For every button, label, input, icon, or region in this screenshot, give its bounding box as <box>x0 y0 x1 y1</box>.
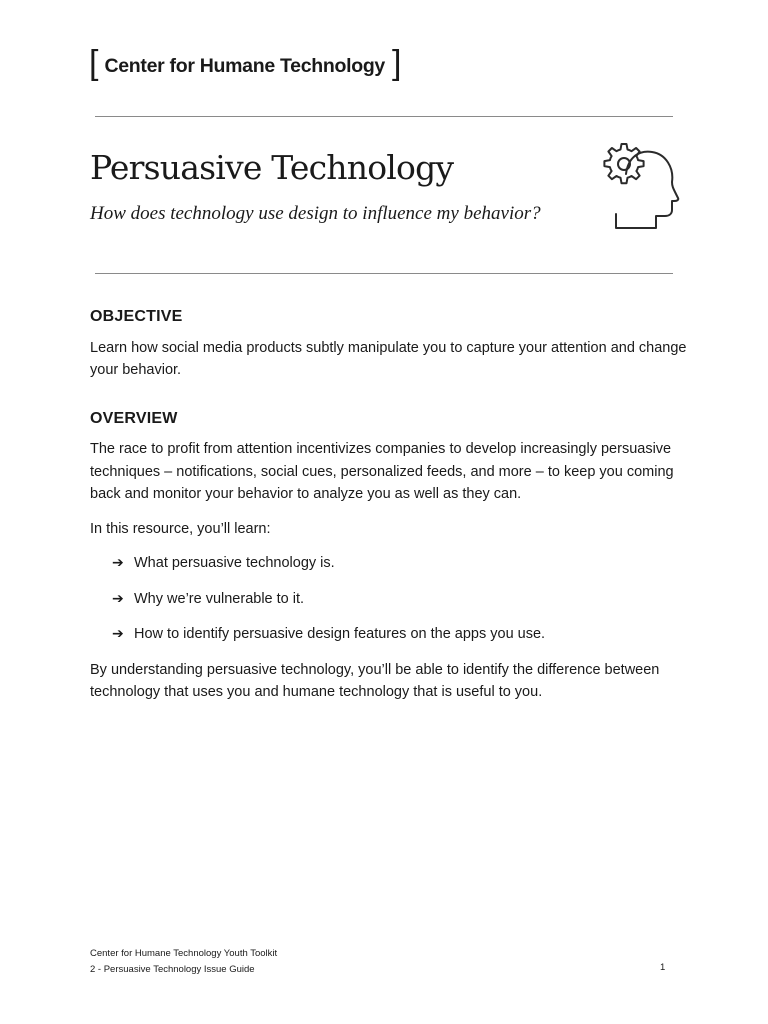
closing-paragraph: By understanding persuasive technology, you’ll be able to identify the difference between technology that uses you and humane technology that is useful to you. <box>90 661 660 700</box>
list-item <box>112 588 690 611</box>
objective-heading: OBJECTIVE <box>90 308 183 325</box>
list-item-text: What persuasive technology is. <box>134 555 335 571</box>
list-item-text: How to identify persuasive design features on the apps you use. <box>134 626 546 642</box>
page-number: 1 <box>660 962 666 973</box>
objective-text: Learn how social media products subtly manipulate you to capture your attention and change your behavior. <box>90 339 687 378</box>
list-item <box>112 552 690 575</box>
arrow-icon: ➔ <box>112 590 124 607</box>
footer-toolkit-title: Center for Humane Technology Youth Toolkit <box>90 948 278 959</box>
learn-intro: In this resource, you’ll learn: <box>90 520 271 537</box>
header-divider <box>95 273 673 274</box>
learning-list <box>90 552 690 646</box>
overview-paragraph: The race to profit from attention incentivizes companies to develop increasingly persuasive techniques – notifications, social cues, personalized feeds, and more – to keep you coming back and monitor your behavior to analyze you as well as they can. <box>90 441 674 502</box>
arrow-icon: ➔ <box>112 555 124 571</box>
footer <box>90 946 277 977</box>
page-subtitle: How does technology use design to influence my behavior? <box>90 203 541 224</box>
footer-guide-title: 2 - Persuasive Technology Issue Guide <box>90 963 255 975</box>
overview-heading: OVERVIEW <box>90 409 178 427</box>
logo-bracket-open: [ <box>89 44 99 82</box>
logo-text: Center for Humane Technology <box>104 54 385 77</box>
organization-logo <box>89 44 402 84</box>
page-title: Persuasive Technology <box>90 148 454 187</box>
list-item <box>112 623 690 646</box>
logo-bracket-close: ] <box>391 44 402 82</box>
list-item-text: Why we’re vulnerable to it. <box>134 590 305 607</box>
main-content <box>90 306 690 716</box>
head-with-gear-icon <box>590 136 680 232</box>
arrow-icon: ➔ <box>112 626 124 642</box>
top-divider <box>95 116 673 117</box>
